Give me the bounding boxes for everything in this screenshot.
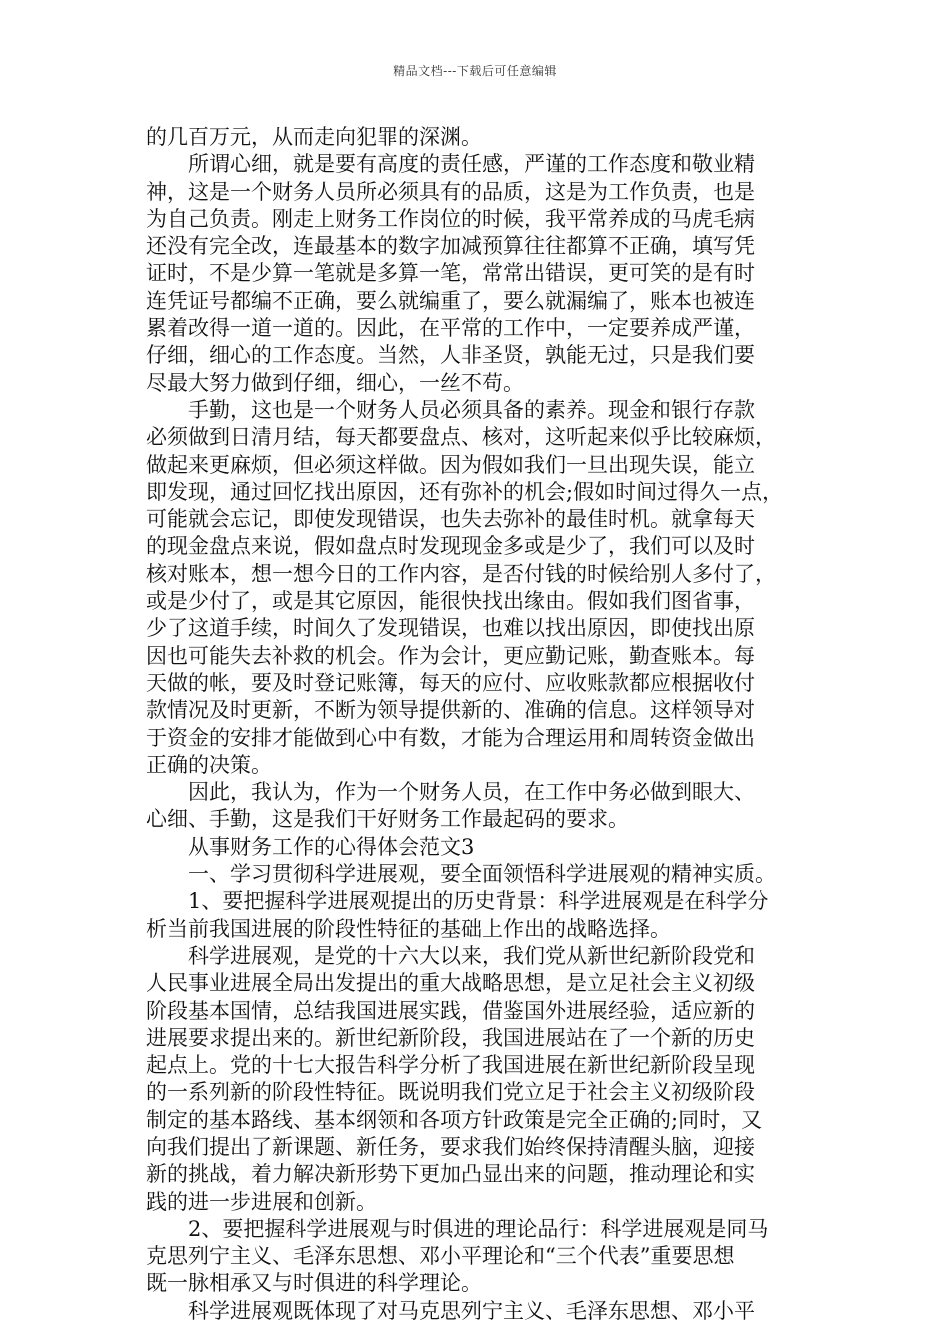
text-line: 1、要把握科学进展观提出的历史背景：科学进展观是在科学分: [188, 889, 769, 914]
text-line: 累着改得一道一道的。因此，在平常的工作中，一定要养成严谨，: [146, 316, 755, 341]
text-line: 阶段基本国情，总结我国进展实践，借鉴国外进展经验，适应新的: [146, 998, 755, 1023]
text-line: 款情况及时更新，不断为领导提供新的、准确的信息。这样领导对: [146, 698, 755, 723]
text-line: 还没有完全改，连最基本的数字加减预算往往都算不正确，填写凭: [146, 234, 755, 259]
text-line: 科学进展观，是党的十六大以来，我们党从新世纪新阶段党和: [188, 943, 755, 968]
text-line: 核对账本，想一想今日的工作内容，是否付钱的时候给别人多付了，: [146, 561, 776, 586]
page-header: 精品文档---下载后可任意编辑: [393, 64, 557, 78]
document-body: [146, 124, 806, 1325]
text-line: 的几百万元，从而走向犯罪的深渊。: [146, 125, 482, 149]
text-line: 正确的决策。: [146, 752, 272, 777]
text-line: 做起来更麻烦，但必须这样做。因为假如我们一旦出现失误，能立: [146, 452, 755, 477]
text-line: 起点上。党的十七大报告科学分析了我国进展在新世纪新阶段呈现: [146, 1053, 755, 1078]
text-line: 手勤，这也是一个财务人员必须具备的素养。现金和银行存款: [188, 397, 755, 422]
text-line: 证时，不是少算一笔就是多算一笔，常常出错误，更可笑的是有时: [146, 261, 755, 286]
text-line: 为自己负责。刚走上财务工作岗位的时候，我平常养成的马虎毛病: [146, 206, 755, 231]
text-line: 新的挑战，着力解决新形势下更加凸显出来的问题，推动理论和实: [146, 1162, 755, 1187]
text-line: 因也可能失去补救的机会。作为会计，更应勤记账，勤查账本。每: [146, 643, 755, 668]
text-line: 或是少付了，或是其它原因，能很快找出缘由。假如我们图省事，: [146, 589, 755, 614]
text-line: 一、学习贯彻科学进展观，要全面领悟科学进展观的精神实质。: [188, 862, 776, 887]
text-line: 即发现，通过回忆找出原因，还有弥补的机会;假如时间过得久一点，: [146, 479, 784, 504]
text-line: 人民事业进展全局出发提出的重大战略思想，是立足社会主义初级: [146, 971, 755, 996]
text-line: 向我们提出了新课题、新任务，要求我们始终保持清醒头脑，迎接: [146, 1134, 755, 1159]
text-line: 可能就会忘记，即使发现错误，也失去弥补的最佳时机。就拿每天: [146, 507, 755, 532]
text-line: 的现金盘点来说，假如盘点时发现现金多或是少了，我们可以及时: [146, 534, 755, 559]
text-line: 既一脉相承又与时俱进的科学理论。: [146, 1271, 482, 1296]
text-line: 连凭证号都编不正确，要么就编重了，要么就漏编了，账本也被连: [146, 288, 755, 313]
text-line: 心细、手勤，这是我们干好财务工作最起码的要求。: [146, 807, 629, 832]
text-line: 的一系列新的阶段性特征。既说明我们党立足于社会主义初级阶段: [146, 1080, 755, 1105]
text-line: 制定的基本路线、基本纲领和各项方针政策是完全正确的;同时，又: [146, 1107, 763, 1132]
text-line: 践的进一步进展和创新。: [146, 1189, 377, 1214]
text-line: 于资金的安排才能做到心中有数，才能为合理运用和周转资金做出: [146, 725, 755, 750]
text-line: 所谓心细，就是要有高度的责任感，严谨的工作态度和敬业精: [188, 152, 755, 177]
text-line: 仔细，细心的工作态度。当然，人非圣贤，孰能无过，只是我们要: [146, 343, 755, 368]
text-line: 神，这是一个财务人员所必须具有的品质，这是为工作负责，也是: [146, 179, 755, 204]
text-line: 析当前我国进展的阶段性特征的基础上作出的战略选择。: [146, 916, 671, 941]
text-line: 天做的帐，要及时登记账簿，每天的应付、应收账款都应根据收付: [146, 670, 755, 695]
text-line: 因此，我认为，作为一个财务人员，在工作中务必做到眼大、: [188, 780, 755, 805]
text-line: 尽最大努力做到仔细，细心，一丝不苟。: [146, 370, 524, 395]
text-line: 从事财务工作的心得体会范文3: [188, 834, 475, 859]
text-line: 进展要求提出来的。新世纪新阶段，我国进展站在了一个新的历史: [146, 1025, 755, 1050]
text-line: 克思列宁主义、毛泽东思想、邓小平理论和“三个代表”重要思想: [146, 1244, 735, 1269]
text-line: 必须做到日清月结，每天都要盘点、核对，这听起来似乎比较麻烦，: [146, 425, 776, 450]
text-line: 2、要把握科学进展观与时俱进的理论品行：科学进展观是同马: [188, 1216, 769, 1241]
text-line: 科学进展观既体现了对马克思列宁主义、毛泽东思想、邓小平: [188, 1298, 755, 1323]
text-line: 少了这道手续，时间久了发现错误，也难以找出原因，即使找出原: [146, 616, 755, 641]
